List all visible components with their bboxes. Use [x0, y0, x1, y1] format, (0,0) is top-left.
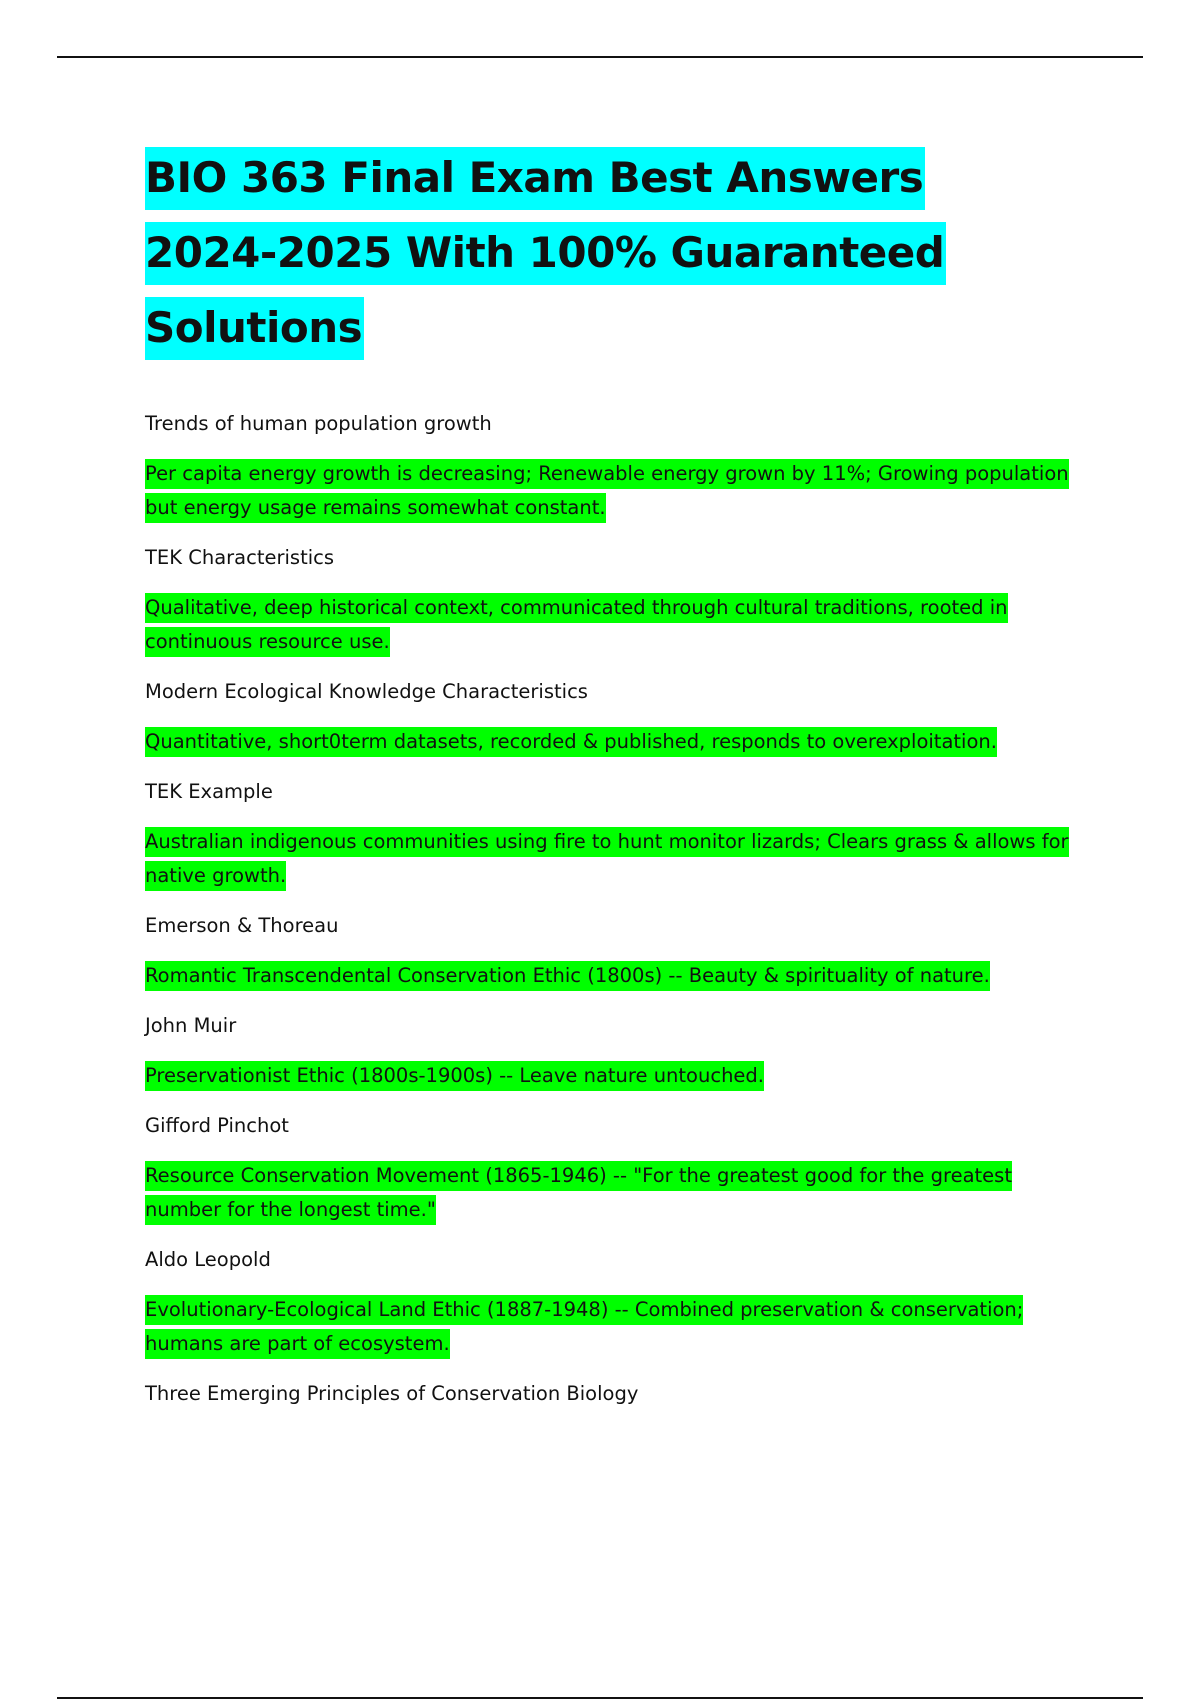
- qa-item: [145, 1109, 1075, 1227]
- answer-highlight: Romantic Transcendental Conservation Ethic (1800s) -- Beauty & spirituality of nature.: [145, 961, 990, 991]
- answer-text: [145, 457, 1075, 525]
- answer-text: [145, 1159, 1075, 1227]
- answer-text: [145, 725, 1075, 759]
- answer-text: [145, 1293, 1075, 1361]
- qa-item: [145, 1009, 1075, 1093]
- footer-rule: [57, 1697, 1143, 1699]
- qa-item: [145, 775, 1075, 893]
- answer-highlight: Qualitative, deep historical context, communicated through cultural traditions, rooted in continuous resource use.: [145, 593, 1008, 657]
- title-highlight: BIO 363 Final Exam Best Answers 2024-2025 With 100% Guaranteed Solutions: [145, 147, 946, 360]
- qa-item: [145, 909, 1075, 993]
- question-text: TEK Example: [145, 780, 273, 803]
- qa-list: [145, 407, 1075, 1427]
- qa-item: [145, 1377, 1075, 1411]
- qa-item: [145, 1243, 1075, 1361]
- qa-item: [145, 407, 1075, 525]
- answer-highlight: Evolutionary-Ecological Land Ethic (1887-1948) -- Combined preservation & conservation; humans are part of ecosystem.: [145, 1295, 1023, 1359]
- answer-text: [145, 591, 1075, 659]
- answer-highlight: Australian indigenous communities using fire to hunt monitor lizards; Clears grass & allows for native growth.: [145, 827, 1069, 891]
- answer-text: [145, 1059, 1075, 1093]
- question-text: Three Emerging Principles of Conservation Biology: [145, 1382, 639, 1405]
- qa-item: [145, 675, 1075, 759]
- header-rule: [57, 56, 1143, 58]
- question-text: Modern Ecological Knowledge Characteristics: [145, 680, 588, 703]
- question-text: Gifford Pinchot: [145, 1114, 289, 1137]
- question-text: TEK Characteristics: [145, 546, 335, 569]
- question-text: Aldo Leopold: [145, 1248, 271, 1271]
- question-text: Emerson & Thoreau: [145, 914, 339, 937]
- answer-highlight: Per capita energy growth is decreasing; Renewable energy grown by 11%; Growing population but energy usage remains somewhat constant.: [145, 459, 1069, 523]
- qa-item: [145, 541, 1075, 659]
- answer-highlight: Resource Conservation Movement (1865-1946) -- "For the greatest good for the greatest number for the longest time.": [145, 1161, 1012, 1225]
- answer-text: [145, 825, 1075, 893]
- question-text: Trends of human population growth: [145, 412, 492, 435]
- question-text: John Muir: [145, 1014, 237, 1037]
- answer-highlight: Preservationist Ethic (1800s-1900s) -- Leave nature untouched.: [145, 1061, 764, 1091]
- answer-highlight: Quantitative, short0term datasets, recorded & published, responds to overexploitation.: [145, 727, 997, 757]
- answer-text: [145, 959, 1075, 993]
- document-title: [145, 140, 1045, 365]
